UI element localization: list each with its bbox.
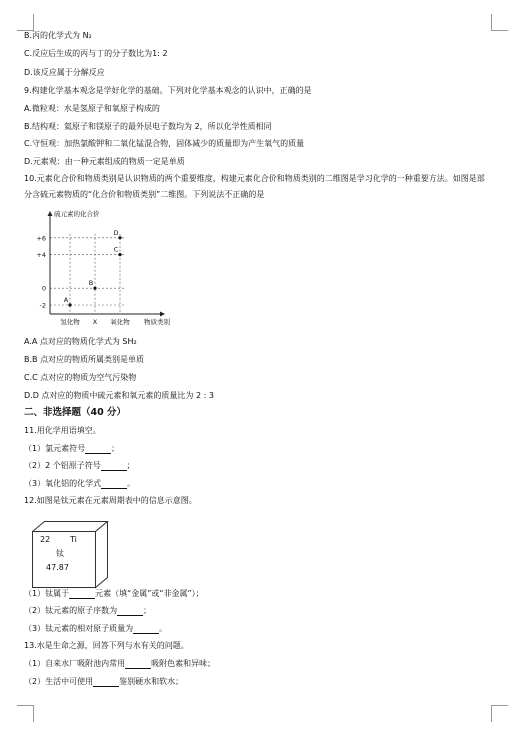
q9-option-a: A.微粒观：水是氢原子和氧原子构成的 (24, 104, 160, 113)
q12-part-2-end: ； (143, 606, 152, 615)
answer-blank[interactable] (69, 590, 95, 599)
answer-blank[interactable] (117, 607, 143, 616)
q10-option-c: C.C 点对应的物质为空气污染物 (24, 373, 137, 382)
y-tick-label: 0 (41, 284, 46, 293)
q9-option-d: D.元素观：由一种元素组成的物质一定是单质 (24, 157, 185, 166)
section-title: 二、非选择题（40 分） (24, 407, 127, 418)
crop-mark-bottom-left (17, 705, 34, 722)
cube-outline (32, 521, 110, 589)
answer-blank[interactable] (125, 660, 151, 669)
data-point (68, 303, 71, 306)
q13-part-1-text: （1）自来水厂吸附池内常用 (24, 659, 126, 668)
data-point-label: B (88, 279, 94, 288)
q13-part-1 (24, 659, 215, 669)
crop-mark-top-left (17, 14, 34, 31)
element-symbol: Ti (70, 535, 77, 544)
q11-part-3 (24, 479, 135, 489)
q11-part-3-end: 。 (127, 479, 136, 488)
answer-blank[interactable] (93, 678, 119, 687)
x-axis-title: 物质类别 (144, 318, 170, 326)
titanium-element-card (32, 521, 110, 589)
y-tick-label: -2 (39, 301, 46, 310)
x-tick-label: X (92, 318, 98, 326)
data-point (118, 236, 121, 239)
q11-stem: 11.用化学用语填空。 (24, 426, 101, 435)
q12-part-1 (24, 589, 204, 599)
q11-part-1 (24, 444, 119, 454)
q11-part-1-text: （1）氯元素符号 (24, 444, 86, 453)
y-tick-label: +4 (36, 251, 46, 260)
answer-blank[interactable] (133, 625, 159, 634)
q12-part-2 (24, 606, 151, 616)
q10-stem: 10.元素化合价和物质类别是认识物质的两个重要维度，构建元素化合价和物质类别的二维图是学习化学的一种重要方法。如图是部分含硫元素物质的“化合价和物质类别”二维图。下列说法不正确的是 (24, 174, 485, 199)
q10-option-b: B.B 点对应的物质所属类别是单质 (24, 355, 145, 364)
q9-stem: 9.构建化学基本观念是学好化学的基础。下列对化学基本观念的认识中，正确的是 (24, 86, 312, 95)
y-tick-label: +6 (36, 234, 46, 243)
q11-part-2-end: ； (126, 461, 135, 470)
x-tick-label: 氢化物 (60, 318, 80, 326)
q13-part-1-end: 吸附色素和异味； (151, 659, 216, 668)
q13-part-2 (24, 677, 183, 687)
atomic-mass: 47.87 (46, 563, 69, 572)
q13-part-2-text: （2）生活中可使用 (24, 677, 94, 686)
q11-part-2 (24, 461, 135, 471)
answer-blank[interactable] (85, 445, 111, 454)
data-point-label: A (63, 296, 69, 304)
q12-part-3 (24, 624, 167, 634)
valence-category-chart (24, 208, 174, 326)
x-tick-label: 氧化物 (110, 318, 130, 326)
q11-part-2-text: （2）2 个铝原子符号 (24, 461, 101, 470)
data-point-label: D (113, 228, 119, 237)
q12-part-1-text: （1）钛属于 (24, 589, 70, 598)
q12-part-2-text: （2）钛元素的原子序数为 (24, 606, 118, 615)
q12-stem: 12.如图是钛元素在元素周期表中的信息示意图。 (24, 496, 197, 505)
atomic-number: 22 (40, 535, 51, 544)
q10-option-d: D.D 点对应的物质中硫元素和氧元素的质量比为 2 : 3 (24, 391, 214, 400)
q9-option-b: B.结构观：氦原子和镁原子的最外层电子数均为 2，所以化学性质相同 (24, 122, 272, 131)
answer-blank[interactable] (101, 462, 127, 471)
q8-option-d: D.该反应属于分解反应 (24, 68, 105, 77)
crop-mark-top-right (491, 14, 508, 31)
q11-part-1-end: ； (111, 444, 120, 453)
q12-part-3-end: 。 (159, 624, 168, 633)
x-axis-arrow (160, 312, 165, 317)
q8-option-b: B.丙的化学式为 N₂ (24, 31, 92, 40)
data-point-label: C (113, 245, 119, 254)
q13-part-2-end: 鉴别硬水和软水； (119, 677, 184, 686)
y-axis-arrow (48, 211, 53, 216)
q13-stem: 13.水是生命之源，回答下列与水有关的问题。 (24, 641, 189, 650)
y-axis-title: 硫元素的化合价 (54, 210, 100, 218)
q10-option-a: A.A 点对应的物质化学式为 SH₂ (24, 337, 137, 346)
crop-mark-bottom-right (491, 705, 508, 722)
q11-part-3-text: （3）氧化铝的化学式 (24, 479, 102, 488)
answer-blank[interactable] (101, 480, 127, 489)
q8-option-c: C.反应后生成的丙与丁的分子数比为1: 2 (24, 49, 168, 58)
element-name: 钛 (56, 549, 64, 558)
data-point (118, 253, 121, 256)
q9-option-c: C.守恒观：加热氯酸钾和二氧化锰混合物，固体减少的质量即为产生氧气的质量 (24, 139, 305, 148)
data-point (93, 287, 96, 290)
q12-part-3-text: （3）钛元素的相对原子质量为 (24, 624, 134, 633)
q12-part-1-end: 元素（填“金属”或“非金属”）； (95, 589, 204, 598)
